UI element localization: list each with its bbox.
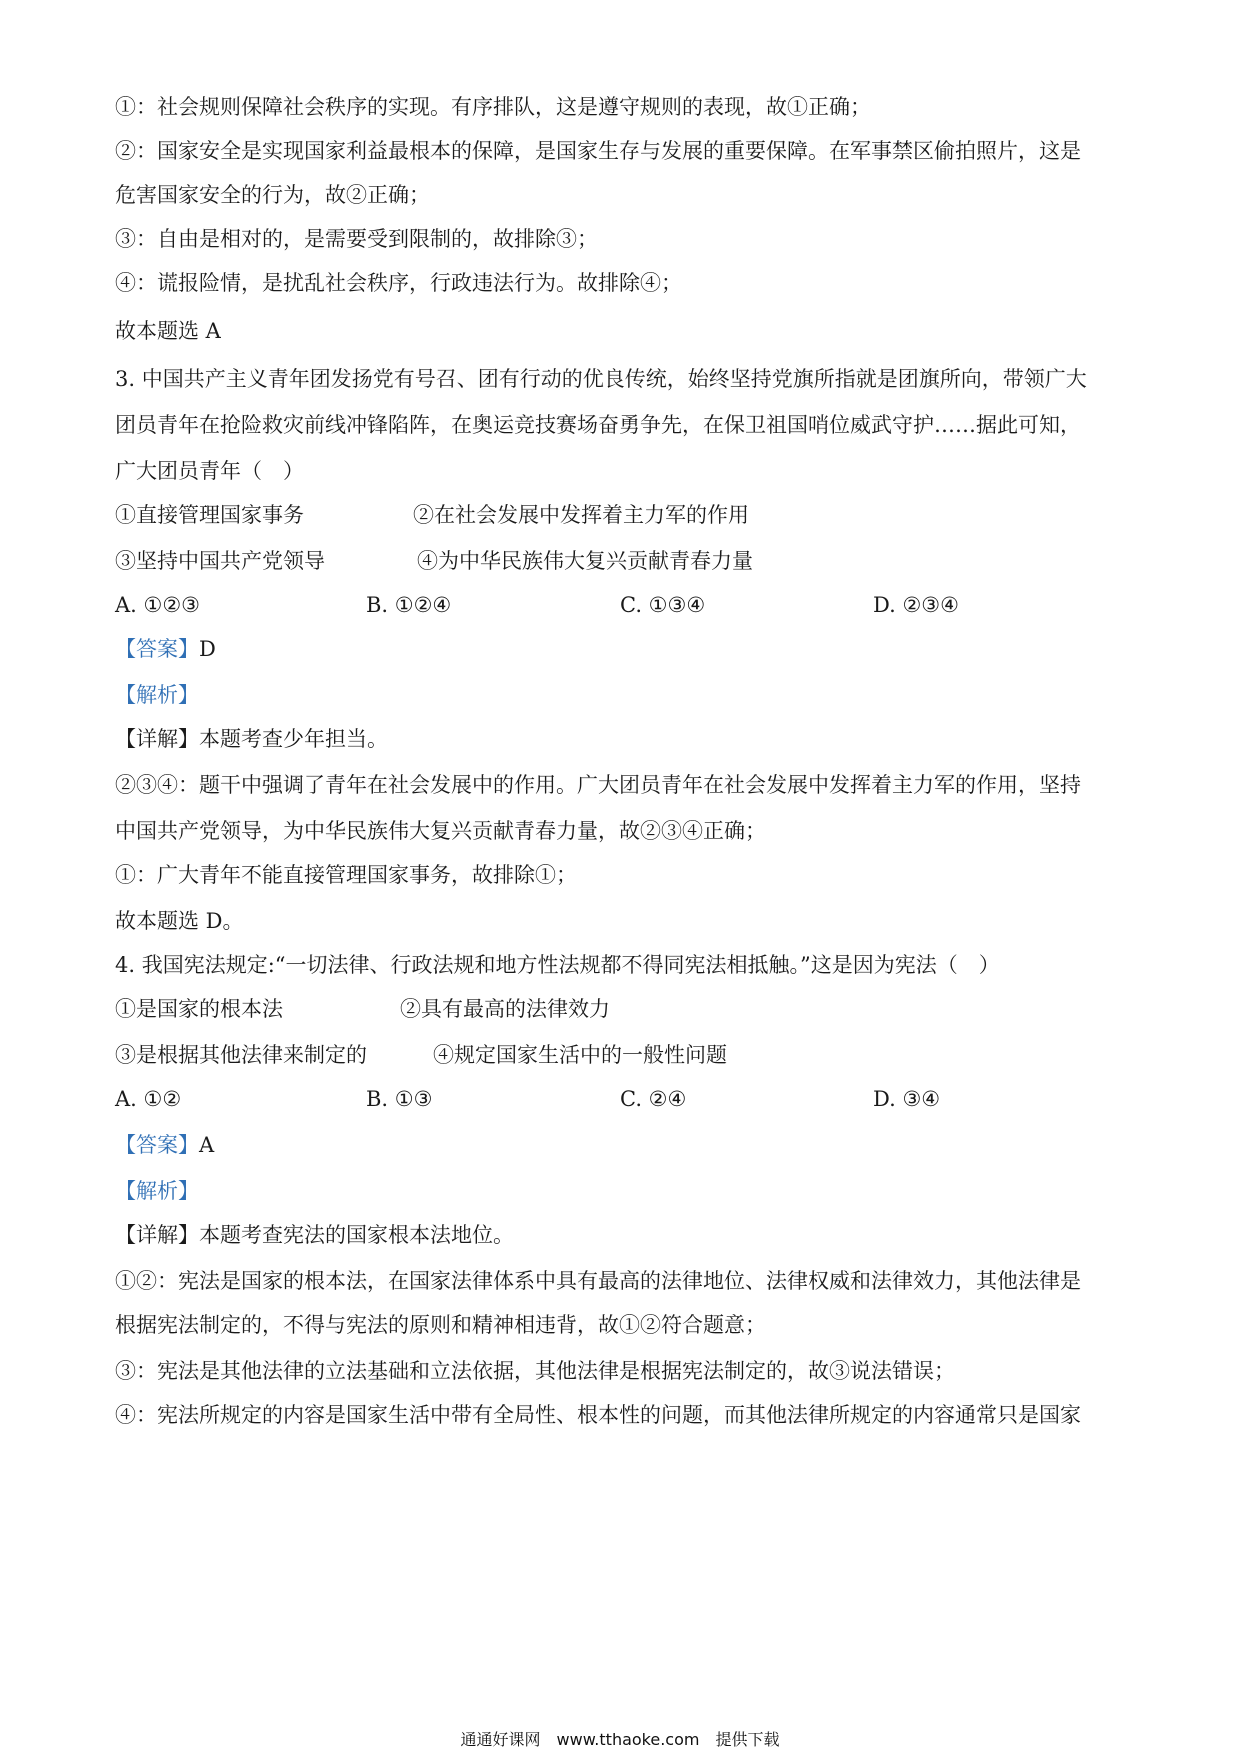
q4-item: ②具有最高的法律效力 — [400, 997, 610, 1021]
q3-item: ④为中华民族伟大复兴贡献青春力量 — [417, 549, 753, 573]
q4-detail — [115, 1220, 1125, 1250]
q3-explain-line: ②③④：题干中强调了青年在社会发展中的作用。广大团员青年在社会发展中发挥着主力军的作用，坚持 — [115, 773, 1081, 797]
explain-line: ④：谎报险情，是扰乱社会秩序，行政违法行为。故排除④； — [115, 271, 682, 295]
q3-stem-line: 广大团员青年（ ） — [115, 459, 304, 483]
q3-answer — [115, 634, 1125, 664]
page-footer: 通通好课网 www.tthaoke.com 提供下载 — [460, 1730, 780, 1749]
explain-line: 危害国家安全的行为，故②正确； — [115, 183, 430, 207]
explain-line: ①：社会规则保障社会秩序的实现。有序排队，这是遵守规则的表现，故①正确； — [115, 95, 871, 119]
q3-item: ③坚持中国共产党领导 — [115, 549, 325, 573]
answer-label: 【答案】 — [115, 1133, 199, 1157]
detail-label: 【详解】 — [115, 1223, 199, 1247]
q3-stem-line: 团员青年在抢险救灾前线冲锋陷阵，在奥运竞技赛场奋勇争先，在保卫祖国哨位威武守护……据此可知， — [115, 413, 1081, 437]
q4-choice-c: C. ②④ — [620, 1087, 687, 1111]
q3-item: ①直接管理国家事务 — [115, 503, 304, 527]
q3-stem-line: 3. 中国共产主义青年团发扬党有号召、团有行动的优良传统，始终坚持党旗所指就是团旗所向，带领广大 — [115, 367, 1087, 391]
conclusion-line: 故本题选 A — [115, 319, 221, 343]
q4-explain-line: ③：宪法是其他法律的立法基础和立法依据，其他法律是根据宪法制定的，故③说法错误； — [115, 1359, 955, 1383]
analysis-label: 【解析】 — [115, 1179, 199, 1203]
answer-label: 【答案】 — [115, 637, 199, 661]
q4-analysis — [115, 1176, 1125, 1206]
explain-line: ③：自由是相对的，是需要受到限制的，故排除③； — [115, 227, 598, 251]
q3-explain-line: ①：广大青年不能直接管理国家事务，故排除①； — [115, 863, 577, 887]
q4-stem: 4. 我国宪法规定:“一切法律、行政法规和地方性法规都不得同宪法相抵触。”这是因为宪法（ ） — [115, 953, 1000, 977]
q4-explain-line: ④：宪法所规定的内容是国家生活中带有全局性、根本性的问题，而其他法律所规定的内容通常只是国家 — [115, 1403, 1081, 1427]
q3-conclusion: 故本题选 D。 — [115, 909, 244, 933]
detail-text: 本题考查少年担当。 — [199, 727, 388, 751]
q3-choice-b: B. ①②④ — [366, 593, 452, 617]
q4-explain-line: ①②：宪法是国家的根本法，在国家法律体系中具有最高的法律地位、法律权威和法律效力，其他法律是 — [115, 1269, 1081, 1293]
answer-value: A — [199, 1133, 215, 1157]
q4-item: ③是根据其他法律来制定的 — [115, 1043, 367, 1067]
q3-detail — [115, 724, 1125, 754]
q4-explain-line: 根据宪法制定的，不得与宪法的原则和精神相违背，故①②符合题意； — [115, 1313, 766, 1337]
detail-label: 【详解】 — [115, 727, 199, 751]
q3-explain-line: 中国共产党领导，为中华民族伟大复兴贡献青春力量，故②③④正确； — [115, 819, 766, 843]
analysis-label: 【解析】 — [115, 683, 199, 707]
q4-item: ①是国家的根本法 — [115, 997, 283, 1021]
q3-analysis — [115, 680, 1125, 710]
explain-line: ②：国家安全是实现国家利益最根本的保障，是国家生存与发展的重要保障。在军事禁区偷拍照片，这是 — [115, 139, 1081, 163]
q4-choice-a: A. ①② — [115, 1087, 182, 1111]
q3-choice-c: C. ①③④ — [620, 593, 706, 617]
answer-value: D — [199, 637, 216, 661]
q3-choice-a: A. ①②③ — [115, 593, 200, 617]
q4-choice-d: D. ③④ — [873, 1087, 941, 1111]
detail-text: 本题考查宪法的国家根本法地位。 — [199, 1223, 514, 1247]
q4-answer — [115, 1130, 1125, 1160]
q3-choice-d: D. ②③④ — [873, 593, 959, 617]
q3-item: ②在社会发展中发挥着主力军的作用 — [413, 503, 749, 527]
q4-choice-b: B. ①③ — [366, 1087, 433, 1111]
q4-item: ④规定国家生活中的一般性问题 — [433, 1043, 727, 1067]
